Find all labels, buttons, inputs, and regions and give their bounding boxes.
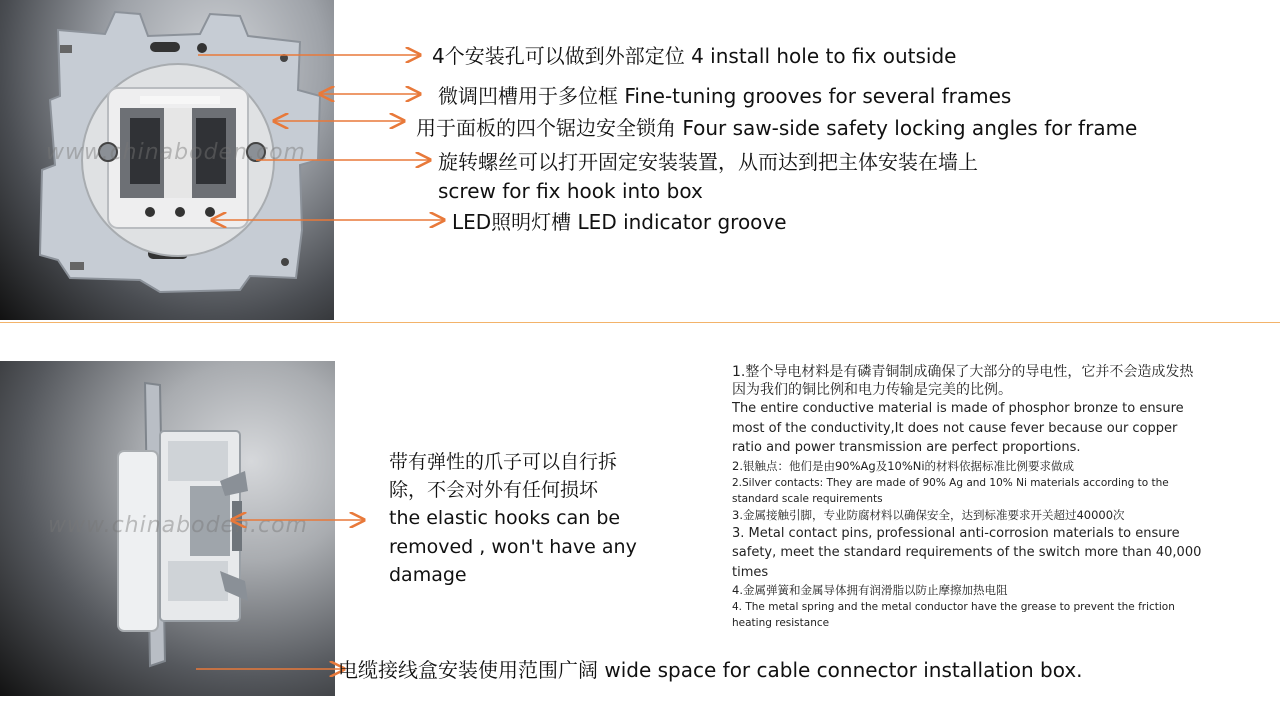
spec-3-en: 3. Metal contact pins, professional anti-corrosion materials to ensure safety, meet the standard requirements of the switch more than 40,000 times	[732, 525, 1202, 580]
spec-4-en: 4. The metal spring and the metal conductor have the grease to prevent the friction heating resistance	[732, 601, 1175, 629]
label-locking-angles: 用于面板的四个锯边安全锁角 Four saw-side safety locking angles for frame	[416, 116, 1138, 140]
cable-box-caption: 电缆接线盒安装使用范围广阔 wide space for cable connector installation box.	[338, 658, 1083, 682]
spec-4-cn: 4.金属弹簧和金属导体拥有润滑脂以防止摩擦加热电阻	[732, 583, 1008, 597]
label-install-hole: 4个安装孔可以做到外部定位 4 install hole to fix outside	[432, 44, 957, 68]
watermark: www.chinaboden.com	[48, 513, 308, 538]
spec-2-en: 2.Silver contacts: They are made of 90% Ag and 10% Ni materials according to the standard scale requirements	[732, 476, 1169, 505]
spec-1-cn: 1.整个导电材料是有磷青铜制成确保了大部分的导电性，它并不会造成发热因为我们的铜比例和电力传输是完美的比例。	[732, 364, 1194, 398]
spec-3-cn: 3.金属接触引脚，专业防腐材料以确保安全，达到标准要求开关超过40000次	[732, 507, 1125, 522]
label-screw-cn: 旋转螺丝可以打开固定安装装置，从而达到把主体安装在墙上	[438, 150, 978, 174]
hooks-description	[389, 448, 639, 590]
spec-2-cn: 2.银触点：他们是由90%Ag及10%Ni的材料依据标准比例要求做成	[732, 458, 1075, 473]
hooks-description-cn: 带有弹性的爪子可以自行拆除，不会对外有任何损坏	[389, 451, 618, 501]
label-fine-tuning-grooves: 微调凹槽用于多位框 Fine-tuning grooves for several frames	[438, 84, 1012, 108]
plate-slot	[70, 262, 84, 270]
bottom-arrows	[0, 480, 380, 700]
hooks-description-en: the elastic hooks can be removed , won't have any damage	[389, 507, 637, 586]
spec-1-en: The entire conductive material is made of phosphor bronze to ensure most of the conductivity,It does not cause fever because our copper ratio and power transmission are perfect proportions.	[732, 401, 1184, 455]
top-arrows	[0, 0, 480, 240]
section-divider	[0, 322, 1280, 323]
label-led-groove: LED照明灯槽 LED indicator groove	[452, 210, 787, 234]
label-screw-en: screw for fix hook into box	[438, 179, 703, 203]
watermark: www.chinaboden.com	[46, 140, 306, 165]
spec-list	[732, 363, 1202, 631]
